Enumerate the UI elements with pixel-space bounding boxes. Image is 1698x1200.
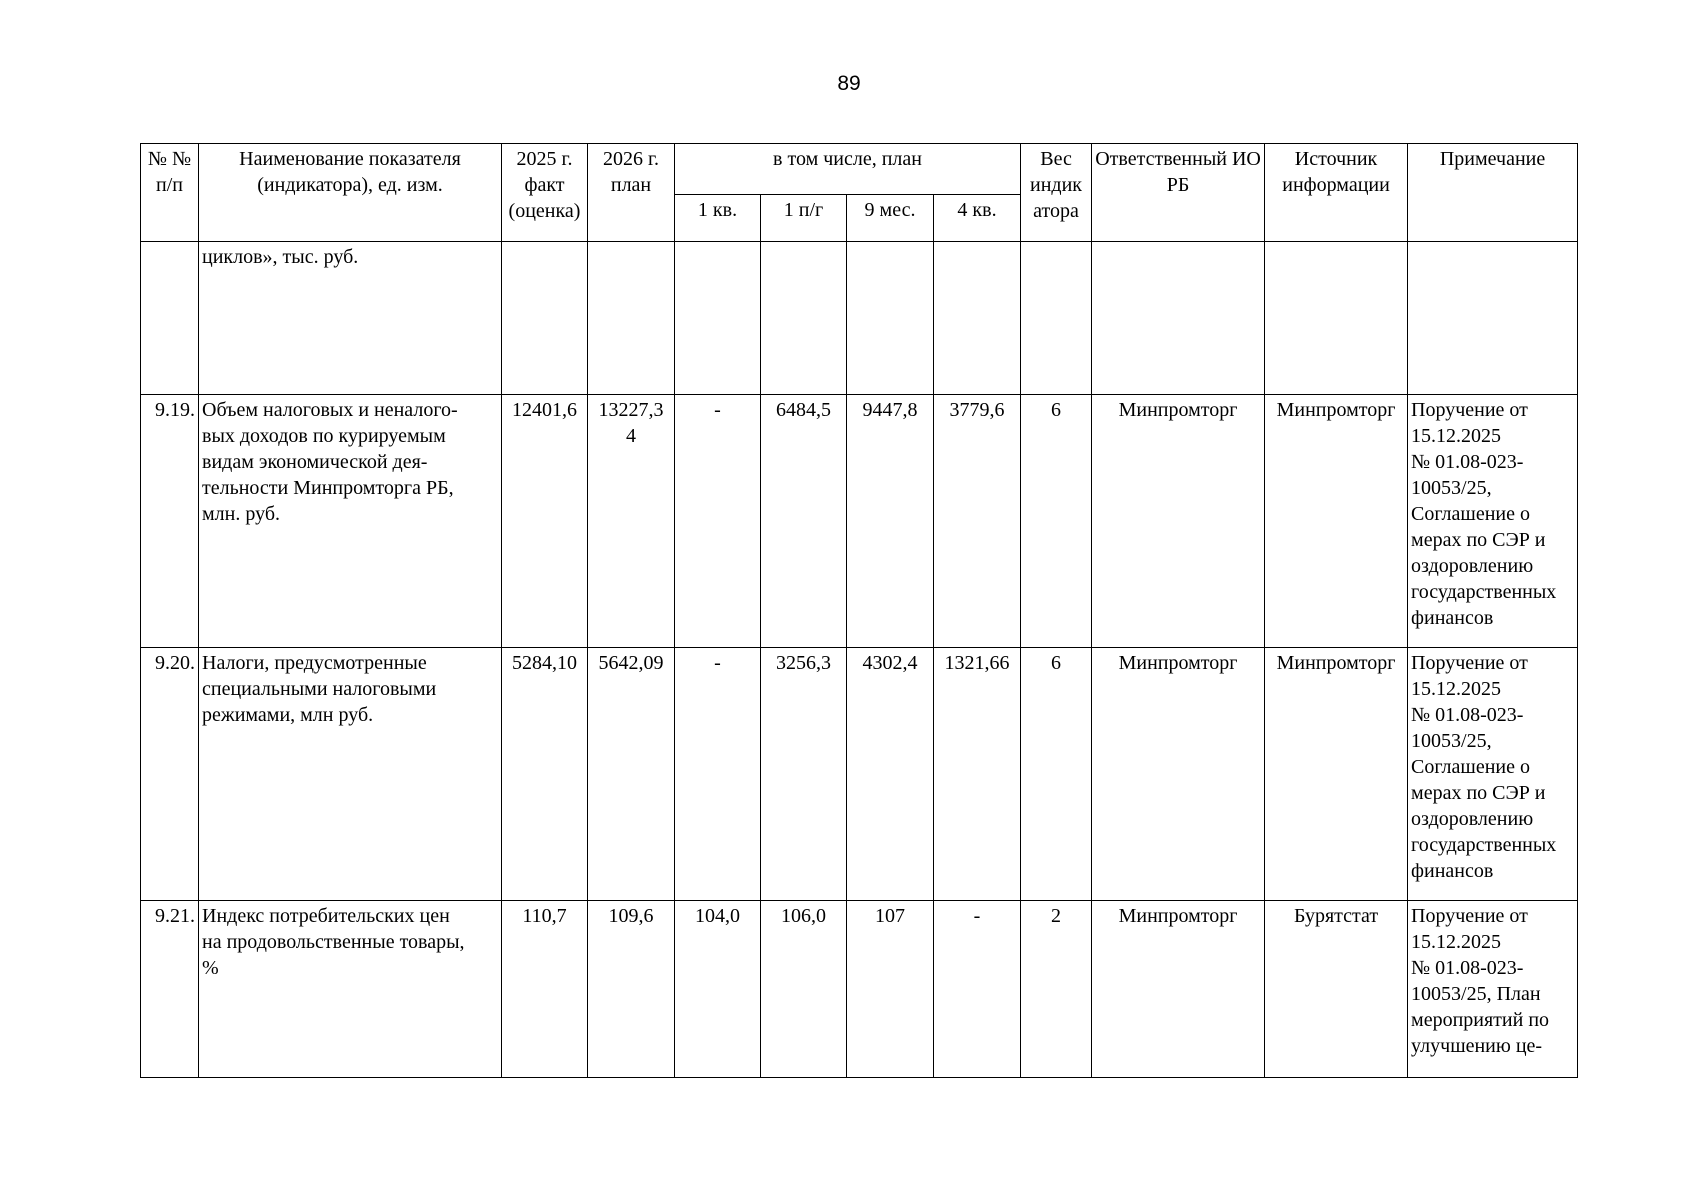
header-name: Наименование показателя (индикатора), ед. изм. xyxy=(199,144,502,242)
cell-responsible: Минпромторг xyxy=(1092,648,1265,901)
cell-num: 9.21. xyxy=(141,901,199,1078)
cell-9m xyxy=(847,242,934,395)
cell-9m: 107 xyxy=(847,901,934,1078)
table-row-continuation xyxy=(141,242,1578,395)
cell-h1: 106,0 xyxy=(761,901,847,1078)
cell-source xyxy=(1265,242,1408,395)
cell-q4 xyxy=(934,242,1021,395)
cell-weight: 6 xyxy=(1021,648,1092,901)
cell-fact-2025: 12401,6 xyxy=(502,395,588,648)
cell-name: циклов», тыс. руб. xyxy=(199,242,502,395)
cell-responsible: Минпромторг xyxy=(1092,901,1265,1078)
header-note: Примечание xyxy=(1408,144,1578,242)
header-plan-2026: 2026 г. план xyxy=(588,144,675,242)
cell-q4: - xyxy=(934,901,1021,1078)
table-row xyxy=(141,648,1578,901)
header-weight: Вес индик атора xyxy=(1021,144,1092,242)
page-number: 89 xyxy=(837,72,861,95)
cell-fact-2025 xyxy=(502,242,588,395)
cell-q1: 104,0 xyxy=(675,901,761,1078)
cell-q1: - xyxy=(675,648,761,901)
header-q1: 1 кв. xyxy=(675,195,761,242)
header-source: Источник информации xyxy=(1265,144,1408,242)
cell-name: Налоги, предусмотренные специальными налоговыми режимами, млн руб. xyxy=(199,648,502,901)
cell-num: 9.20. xyxy=(141,648,199,901)
header-plan-breakdown: в том числе, план xyxy=(675,144,1021,195)
table-header xyxy=(141,144,1578,242)
header-fact-2025: 2025 г. факт (оценка) xyxy=(502,144,588,242)
cell-weight xyxy=(1021,242,1092,395)
cell-note xyxy=(1408,242,1578,395)
cell-plan-2026: 13227,3 4 xyxy=(588,395,675,648)
cell-h1: 3256,3 xyxy=(761,648,847,901)
cell-q4: 1321,66 xyxy=(934,648,1021,901)
header-h1: 1 п/г xyxy=(761,195,847,242)
header-num: № № п/п xyxy=(141,144,199,242)
cell-note: Поручение от 15.12.2025 № 01.08-023- 10053/25, Соглашение о мерах по СЭР и оздоровлению государственных финансов xyxy=(1408,648,1578,901)
cell-q1 xyxy=(675,242,761,395)
cell-responsible: Минпромторг xyxy=(1092,395,1265,648)
cell-responsible xyxy=(1092,242,1265,395)
cell-plan-2026: 5642,09 xyxy=(588,648,675,901)
table-row xyxy=(141,395,1578,648)
header-responsible: Ответственный ИО РБ xyxy=(1092,144,1265,242)
cell-weight: 6 xyxy=(1021,395,1092,648)
cell-source: Минпромторг xyxy=(1265,648,1408,901)
cell-weight: 2 xyxy=(1021,901,1092,1078)
cell-plan-2026: 109,6 xyxy=(588,901,675,1078)
cell-h1 xyxy=(761,242,847,395)
cell-q4: 3779,6 xyxy=(934,395,1021,648)
cell-num xyxy=(141,242,199,395)
cell-fact-2025: 110,7 xyxy=(502,901,588,1078)
cell-9m: 9447,8 xyxy=(847,395,934,648)
cell-h1: 6484,5 xyxy=(761,395,847,648)
cell-name: Индекс потребительских цен на продовольственные товары, % xyxy=(199,901,502,1078)
cell-source: Бурятстат xyxy=(1265,901,1408,1078)
cell-note: Поручение от 15.12.2025 № 01.08-023- 10053/25, План мероприятий по улучшению це- xyxy=(1408,901,1578,1078)
cell-num: 9.19. xyxy=(141,395,199,648)
cell-note: Поручение от 15.12.2025 № 01.08-023- 10053/25, Соглашение о мерах по СЭР и оздоровлению государственных финансов xyxy=(1408,395,1578,648)
cell-plan-2026 xyxy=(588,242,675,395)
cell-source: Минпромторг xyxy=(1265,395,1408,648)
cell-name: Объем налоговых и неналого- вых доходов по курируемым видам экономической дея- тельности Минпромторга РБ, млн. руб. xyxy=(199,395,502,648)
cell-9m: 4302,4 xyxy=(847,648,934,901)
cell-fact-2025: 5284,10 xyxy=(502,648,588,901)
indicators-table xyxy=(140,143,1578,1078)
table-row xyxy=(141,901,1578,1078)
header-9m: 9 мес. xyxy=(847,195,934,242)
header-q4: 4 кв. xyxy=(934,195,1021,242)
cell-q1: - xyxy=(675,395,761,648)
